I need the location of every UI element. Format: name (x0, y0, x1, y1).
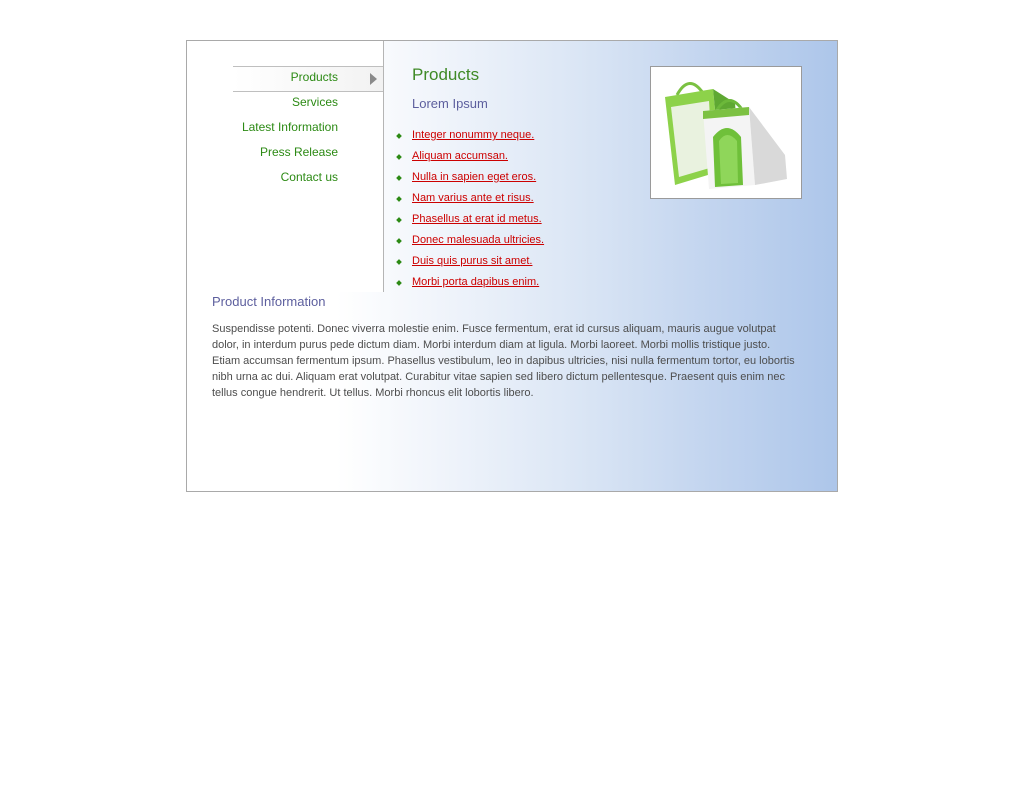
product-link[interactable]: Nulla in sapien eget eros. (412, 171, 537, 183)
section-subtitle: Lorem Ipsum (412, 96, 488, 111)
list-item (397, 251, 544, 272)
active-arrow-icon (370, 73, 377, 85)
product-image (650, 66, 802, 199)
info-heading: Product Information (212, 294, 326, 309)
product-link[interactable]: Nam varius ante et risus. (412, 192, 534, 204)
sidebar-item-products[interactable]: Products (290, 70, 338, 84)
bullet-icon (396, 238, 402, 244)
info-paragraph: Suspendisse potenti. Donec viverra molestie enim. Fusce fermentum, erat id cursus aliquam, mauris augue volutpat dolor, in interdum purus pede dictum diam. Morbi interdum diam at ligula. Morbi laoreet. Morbi mollis tristique justo. Etiam accumsan fermentum ipsum. Phasellus vestibulum, leo in dapibus ultricies, nisi nulla fermentum tortor, eu lobortis nibh urna ac dui. Aliquam erat volutpat. Curabitur vitae sapien sed libero dictum pellentesque. Praesent quis enim nec tellus congue hendrerit. Ut tellus. Morbi rhoncus elit lobortis libero. (212, 323, 795, 399)
bullet-icon (396, 280, 402, 286)
list-item (397, 230, 544, 251)
list-item (397, 146, 544, 167)
product-link[interactable]: Aliquam accumsan. (412, 150, 508, 162)
sidebar-item-press-release[interactable]: Press Release (259, 145, 338, 159)
sidebar-item-latest-information[interactable]: Latest Information (241, 120, 338, 134)
page-frame (186, 40, 838, 492)
sidebar-nav (187, 41, 384, 292)
product-link[interactable]: Integer nonummy neque. (412, 129, 535, 141)
bullet-icon (396, 175, 402, 181)
bullet-icon (396, 154, 402, 160)
bullet-icon (396, 217, 402, 223)
list-item (397, 272, 544, 293)
bullet-icon (396, 196, 402, 202)
product-link[interactable]: Phasellus at erat id metus. (412, 213, 542, 225)
shopping-bags-icon (651, 67, 801, 198)
bullet-icon (396, 259, 402, 265)
list-item (397, 188, 544, 209)
product-link-list (397, 125, 544, 293)
bullet-icon (396, 133, 402, 139)
product-link[interactable]: Donec malesuada ultricies. (412, 234, 545, 246)
page-title: Products (412, 65, 480, 84)
list-item (397, 125, 544, 146)
list-item (397, 167, 544, 188)
sidebar-item-contact-us[interactable]: Contact us (280, 170, 338, 184)
list-item (397, 209, 544, 230)
product-link[interactable]: Morbi porta dapibus enim. (412, 276, 540, 288)
product-link[interactable]: Duis quis purus sit amet. (412, 255, 533, 267)
sidebar-item-services[interactable]: Services (291, 95, 338, 109)
